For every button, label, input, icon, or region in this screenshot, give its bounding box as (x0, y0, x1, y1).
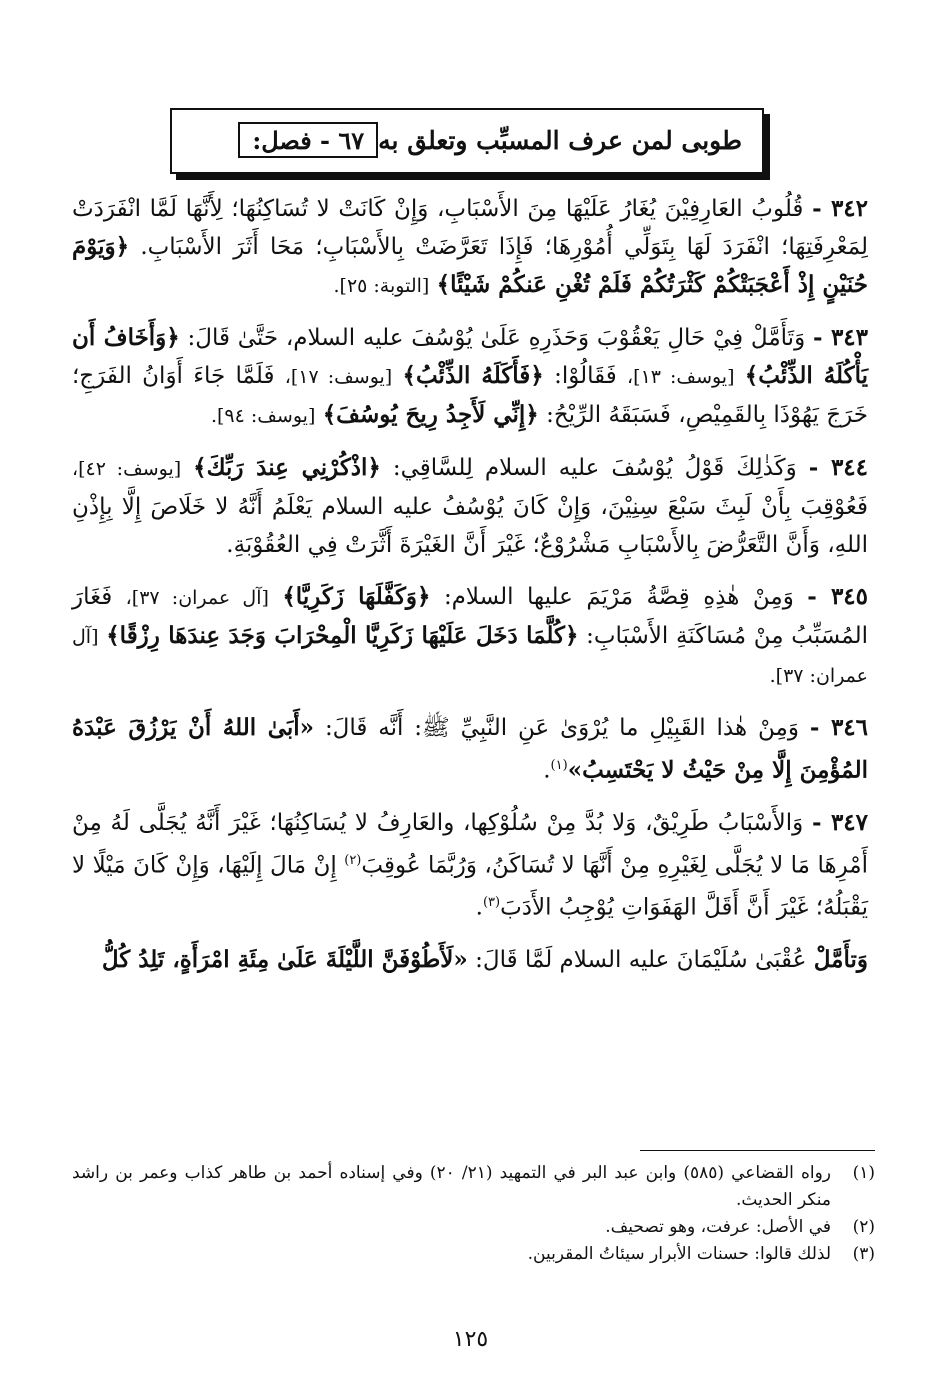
footnote-marker[interactable]: (١) (550, 758, 568, 773)
paragraph-text: وَالأَسْبَابُ طَرِيْقٌ، وَلا بُدَّ مِنْ سُلُوْكِها، والعَارِفُ لا يُسَاكِنُهَا؛ غَيْرَ أَنَّهُ يُجَلَّى لَهُ مِنْ أَمْرِهَا مَا لا يُجَلَّى لِغَيْرِهِ مِنْ أَنَّهَا لا تُسَاكَنُ، وَرُبَّمَا عُوقِبَ (72, 809, 868, 879)
paragraph-344 (72, 449, 868, 564)
chapter-title: طوبى لمن عرف المسبِّب وتعلق به (378, 125, 742, 155)
footnote-number: (٢) (852, 1217, 875, 1237)
paragraph-lead: وَتأَمَّلْ (813, 945, 868, 973)
quran-quote: ﴿وَأَخَافُ أَن يَأْكُلَهُ الذِّئْبُ﴾ (72, 324, 869, 389)
paragraph-text: فَلَمَّا جَاءَ أَوَانُ الفَرَجِ؛ خَرَجَ يَهُوْذَا بِالقَمِيْصِ، فَسَبَقَهُ الرِّيْحُ: (72, 363, 868, 428)
paragraph-342 (72, 190, 868, 305)
quran-reference: [التوبة: ٢٥]. (333, 275, 430, 297)
paragraph-text: فَغَارَ المُسَبِّبُ مِنْ مُسَاكَنَةِ الأَسْبَابِ: (72, 584, 869, 649)
punctuation: . (475, 894, 483, 921)
hadith-quote: «لَأَطُوْفَنَّ اللَّيْلَةَ عَلَىٰ مِئَةِ امْرَأَةٍ، تَلِدُ كُلُّ (101, 945, 468, 973)
footnote-text: لذلك قالوا: حسنات الأبرار سيئاتُ المقربين. (527, 1244, 831, 1264)
paragraph-343 (72, 319, 868, 435)
chapter-heading-box (170, 108, 764, 174)
paragraph-text: وَمِنْ هٰذا القَبِيْلِ ما يُرْوَىٰ عَنِ النَّبِيِّ ﷺ: أَنَّه قَالَ: (324, 715, 799, 741)
paragraph-number: ٣٤٤ - (808, 454, 868, 481)
footnote-1 (72, 1160, 875, 1214)
footnotes (72, 1160, 875, 1268)
footnote-text: في الأصل: عرفت، وهو تصحيف. (605, 1217, 831, 1237)
paragraph-text: عُقْبَىٰ سُلَيْمَانَ عليه السلام لَمَّا قَالَ: (475, 946, 807, 973)
paragraph-text: فَعُوْقِبَ بِأَنْ لَبِثَ سَبْعَ سِنِيْنَ، وَإِنْ كَانَ يُوْسُفُ عليه السلام يَعْلَمُ أَنَّهُ لا خَلَاصَ إِلَّا بِإِذْنِ اللهِ، وَأَنَّ التَّعَرُّضَ بِالأَسْبَابِ مَشْرُوْعٌ؛ غَيْرَ أَنَّ الغَيْرَةَ أَثَّرَتْ فِي العُقُوْبَةِ. (72, 494, 868, 558)
paragraph-347 (72, 804, 868, 927)
punctuation: . (543, 757, 551, 784)
quran-quote: ﴿فَأَكَلَهُ الذِّئْبُ﴾ (402, 362, 544, 389)
chapter-heading (238, 122, 752, 158)
paragraph-346 (72, 709, 868, 790)
paragraph-number: ٣٤٦ - (809, 714, 869, 741)
paragraph-text: إِنْ مَالَ إِلَيْهَا، وَإِنْ كَانَ مَيْلًا لا يَقْبَلُهُ؛ غَيْرَ أَنَّ أَقَلَّ الهَفَوَاتِ يُوْجِبُ الأَدَبَ (72, 852, 868, 921)
paragraph-number: ٣٤٢ - (812, 195, 868, 222)
footnote-marker[interactable]: (٣) (482, 895, 501, 911)
quran-quote: ﴿اذْكُرْنِي عِندَ رَبِّكَ﴾ (193, 454, 381, 481)
paragraph-text: وَتَأَمَّلْ فِيْ حَالِ يَعْقُوْبَ وَحَذَرِهِ عَلَىٰ يُوْسُفَ عليه السلام، حَتَّىٰ قَالَ: (187, 325, 806, 351)
quran-reference: [يوسف: ٩٤]. (210, 405, 316, 427)
quran-quote: ﴿وَكَفَّلَهَا زَكَرِيَّا﴾ (282, 583, 431, 610)
quran-reference: [يوسف: ١٧]، (284, 366, 393, 388)
paragraph-text: وَمِنْ هٰذِهِ قِصَّةُ مَرْيَمَ عليها السلام: (443, 584, 794, 610)
footnote-marker[interactable]: (٢) (344, 852, 362, 868)
footnote-2 (72, 1214, 875, 1241)
footnote-text: رواه القضاعي (٥٨٥) وابن عبد البر في التمهيد (٢١/ ٢٠) وفي إسناده أحمد بن طاهر كذاب وعمر بن راشد منكر الحديث. (72, 1163, 831, 1210)
quran-reference: [آل عمران: ٣٧]. (72, 626, 868, 687)
paragraph-number: ٣٤٥ - (807, 583, 868, 610)
paragraph-345 (72, 578, 868, 695)
quran-reference: [يوسف: ٤٢]، (72, 458, 182, 480)
quran-quote: ﴿إِنِّي لَأَجِدُ رِيحَ يُوسُفَ﴾ (322, 401, 539, 428)
quran-quote: ﴿وَيَوْمَ حُنَيْنٍ إِذْ أَعْجَبَتْكُمْ كَثْرَتُكُمْ فَلَمْ تُغْنِ عَنكُمْ شَيْئًا﴾ (72, 233, 868, 298)
footnote-divider (640, 1150, 875, 1151)
paragraph-text: وَكَذٰلِكَ قَوْلُ يُوْسُفَ عليه السلام لِلسَّاقِي: (392, 455, 797, 481)
footnote-3 (72, 1241, 875, 1268)
chapter-number-label: ٦٧ - فصل: (238, 122, 378, 158)
hadith-quote: «أَبَىٰ اللهُ أَنْ يَرْزُقَ عَبْدَهُ المُؤْمِنَ إِلَّا مِنْ حَيْثُ لا يَحْتَسِبُ» (72, 714, 868, 784)
paragraph-continued (72, 941, 868, 979)
quran-quote: ﴿كُلَّمَا دَخَلَ عَلَيْهَا زَكَرِيَّا الْمِحْرَابَ وَجَدَ عِندَهَا رِزْقًا﴾ (106, 622, 579, 649)
page-number: ١٢٥ (452, 1327, 489, 1352)
quran-reference: [يوسف: ١٣]، (627, 366, 735, 388)
paragraph-number: ٣٤٧ - (811, 808, 868, 836)
footnote-number: (٣) (852, 1244, 875, 1264)
footnote-number: (١) (852, 1163, 875, 1183)
paragraph-text: فَقَالُوْا: (554, 363, 617, 389)
main-text (72, 190, 868, 993)
paragraph-number: ٣٤٣ - (812, 324, 868, 351)
paragraph-text: قُلُوبُ العَارِفِيْنَ يُغَارُ عَلَيْهَا مِنَ الأَسْبَابِ، وَإِنْ كَانَتْ لا تُسَاكِنُهَا؛ لِأَنَّهَا لَمَّا انْفَرَدَتْ لِمَعْرِفَتِهَا؛ انْفَرَدَ لَهَا بِتَوَلِّي أُمُوْرِهَا؛ فَإِذَا تَعَرَّضَتْ بِالأَسْبَابِ؛ مَحَا أَثَرَ الأَسْبَابِ. (72, 196, 869, 260)
quran-reference: [آل عمران: ٣٧]، (125, 587, 269, 609)
